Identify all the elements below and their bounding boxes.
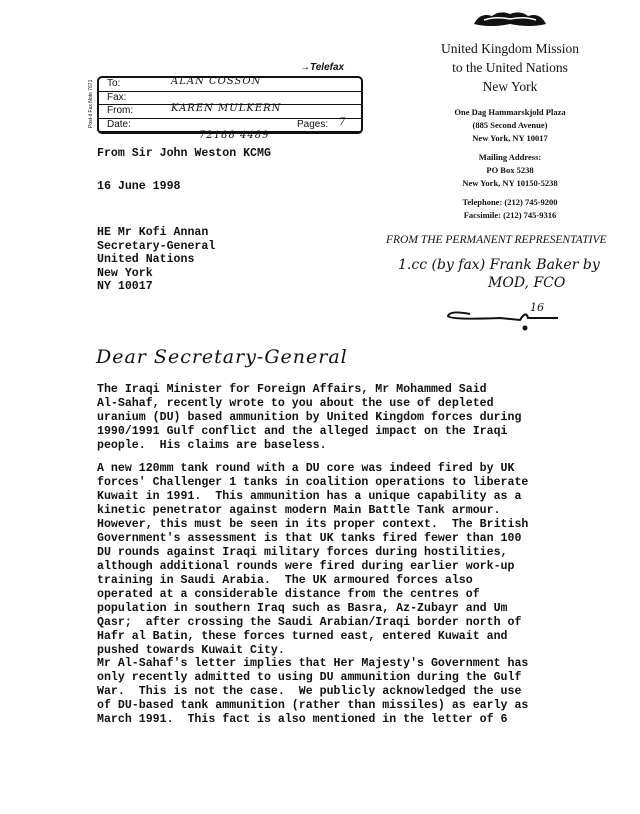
telefax-brand: →Telefax <box>300 62 345 73</box>
paragraph-line: people. His claims are baseless. <box>97 439 327 452</box>
paragraph-line: uranium (DU) based ammunition by United Kingdom forces during <box>97 411 522 424</box>
to-label: To: <box>107 78 121 89</box>
paragraph-line: DU rounds against Iraqi military forces during hostilities, <box>97 546 508 559</box>
paragraph-line: Mr Al-Sahaf's letter implies that Her Majesty's Government has <box>97 657 529 670</box>
fax-row-from <box>99 105 361 119</box>
paragraph-3 <box>97 657 528 727</box>
paragraph-line: although additional rounds were fired during earlier work-up <box>97 560 515 573</box>
paragraph-2 <box>97 462 528 658</box>
recipient-line: NY 10017 <box>97 280 153 293</box>
address-line: New York, NY 10017 <box>472 133 548 143</box>
mailing-line: New York, NY 10150-5238 <box>462 178 558 188</box>
recipient-line: United Nations <box>97 253 195 266</box>
salutation: Dear Secretary-General <box>96 346 348 368</box>
letter-date: 16 June 1998 <box>97 180 181 193</box>
paragraph-line: Hafr al Batin, these forces turned east, entered Kuwait and <box>97 630 508 643</box>
annotation-date: 16 <box>530 301 544 314</box>
mission-title: to the United Nations <box>452 60 568 75</box>
mission-city: New York <box>482 79 538 94</box>
paragraph-line: pushed towards Kuwait City. <box>97 644 285 657</box>
facsimile: Facsimile: (212) 745-9316 <box>463 210 557 220</box>
from-label: From: <box>107 105 134 116</box>
paragraph-line: However, this must be seen in its proper context. The British <box>97 518 529 531</box>
date-label: Date: <box>107 118 131 130</box>
paragraph-line: Al-Sahaf, recently wrote to you about the use of depleted <box>97 397 494 410</box>
paragraph-line: The Iraqi Minister for Foreign Affairs, Mr Mohammed Said <box>97 383 487 396</box>
telephone: Telephone: (212) 745-9200 <box>462 197 558 207</box>
paragraph-line: War. This is not the case. We publicly acknowledged the use <box>97 685 522 698</box>
recipient-line: New York <box>97 266 153 280</box>
telefax-label: Telefax <box>310 62 345 73</box>
recipient-address <box>97 226 215 294</box>
paragraph-line: 1990/1991 Gulf conflict and the alleged impact on the Iraqi <box>97 425 508 438</box>
letterhead <box>395 8 625 222</box>
royal-crest-icon <box>470 8 550 30</box>
paragraph-line: March 1991. This fact is also mentioned in the letter of 6 <box>97 713 508 726</box>
paragraph-line: Government's assessment is that UK tanks fired fewer than 100 <box>97 532 522 545</box>
mailing-line: PO Box 5238 <box>486 165 534 175</box>
address-line: One Dag Hammarskjold Plaza <box>454 107 566 117</box>
paragraph-line: operated at a considerable distance from the centres of <box>97 588 480 601</box>
from-permanent-representative: FROM THE PERMANENT REPRESENTATIVE <box>386 234 607 246</box>
paragraph-1 <box>97 383 521 453</box>
fax-row-to <box>99 78 361 92</box>
fax-row-phone <box>99 132 361 145</box>
paragraph-line: training in Saudi Arabia. The UK armoured forces also <box>97 574 473 587</box>
annotation-line: 1.cc (by fax) Frank Baker by <box>398 257 600 273</box>
fax-cover-note <box>88 76 363 141</box>
mission-title: United Kingdom Mission <box>440 41 579 56</box>
annotation-line: MOD, FCO <box>488 275 566 291</box>
paragraph-line: forces' Challenger 1 tanks in coalition operations to liberate <box>97 476 529 489</box>
paragraph-line: population in southern Iraq such as Basra, Az-Zubayr and Um <box>97 602 508 615</box>
recipient-line: Secretary-General <box>97 239 216 253</box>
paragraph-line: of DU-based tank ammunition (rather than missiles) as early as <box>97 699 529 712</box>
paragraph-line: kinetic penetrator against modern Main Battle Tank armour. <box>97 504 501 517</box>
paragraph-line: only recently admitted to using DU ammunition during the Gulf <box>97 671 522 684</box>
fax-label: Fax: <box>107 91 127 103</box>
to-value: ALAN COSSON <box>171 76 262 87</box>
from-value: KAREN MULKERN <box>171 103 282 114</box>
handwritten-annotation <box>398 256 600 292</box>
pages-label: Pages: <box>297 118 329 130</box>
paragraph-line: Kuwait in 1991. This ammunition has a unique capability as a <box>97 490 522 503</box>
sender-line: From Sir John Weston KCMG <box>97 147 271 160</box>
paragraph-line: A new 120mm tank round with a DU core was indeed fired by UK <box>97 462 515 475</box>
pages-value: 7 <box>339 116 347 128</box>
phone-value: 72188 4489 <box>199 130 270 141</box>
paragraph-line: Qasr; after crossing the Saudi Arabian/Iraqi border north of <box>97 616 522 629</box>
recipient-line: HE Mr Kofi Annan <box>97 226 209 239</box>
mailing-line: Mailing Address: <box>478 152 542 162</box>
fax-note-side-label: Post-it Fax Note 7671 <box>88 79 94 128</box>
address-line: (885 Second Avenue) <box>472 120 548 130</box>
